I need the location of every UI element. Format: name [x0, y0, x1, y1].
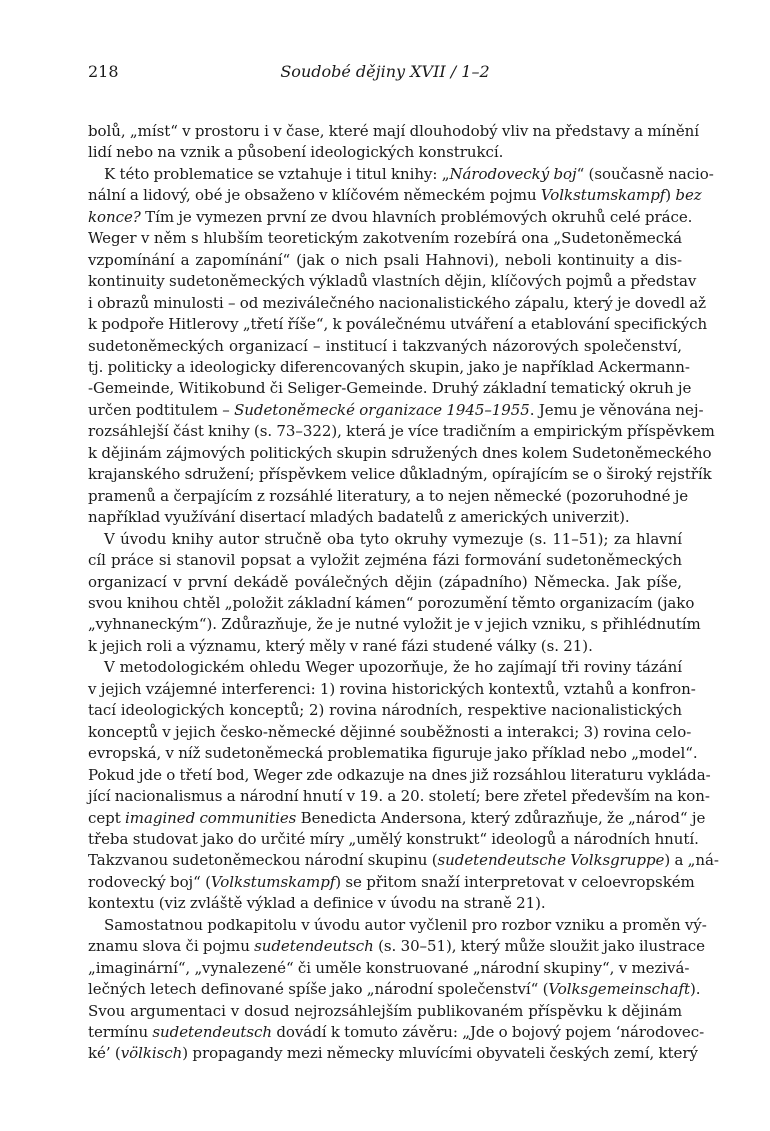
text-run: Takzvanou sudetoněmeckou národní skupinu (: [88, 851, 438, 870]
paragraph: [88, 121, 700, 164]
text-run: . Jemu je věnována nej-: [529, 400, 704, 419]
text-run: ké’ (: [88, 1044, 121, 1063]
text-run: V metodologickém ohledu Weger upozorňuje, že ho zajímají tři roviny tázání: [104, 658, 682, 677]
text-run: i obrazů minulosti – od meziválečného nacionalistického zápalu, který je dovedl až: [88, 293, 707, 312]
text-run: sudetoněmeckých organizací – institucí i takzvaných názorových společenství,: [88, 336, 682, 355]
text-run: ) se přitom snaží interpretovat v celoevropském: [335, 872, 695, 891]
text-run: nální a lidový, obé je obsaženo v klíčovém německém pojmu: [88, 186, 541, 205]
text-line: [88, 164, 714, 185]
text-line: [88, 207, 693, 228]
text-line: [88, 185, 702, 206]
running-head: Soudobé dějiny XVII / 1–2: [280, 62, 490, 81]
text-run: určen podtitulem –: [88, 400, 235, 419]
text-line: [88, 700, 682, 721]
paragraph: [88, 657, 719, 914]
italic-text: sudetendeutsch: [254, 937, 374, 956]
text-run: termínu: [88, 1023, 153, 1042]
text-run: V úvodu knihy autor stručně oba tyto okruhy vymezuje (s. 11–51); za hlavní: [104, 529, 682, 548]
text-line: [88, 572, 682, 593]
text-run: „vyhnaneckým“). Zdůrazňuje, že je nutné vyložit je v jejich vzniku, s přihlédnutím: [88, 615, 701, 634]
text-run: cept: [88, 808, 126, 827]
text-line: [88, 421, 715, 442]
text-line: [88, 958, 690, 979]
text-line: [88, 786, 710, 807]
italic-text: konce?: [88, 207, 141, 226]
text-run: ).: [689, 980, 701, 999]
text-run: v jejich vzájemné interferenci: 1) rovina historických kontextů, vztahů a konfron-: [88, 679, 696, 698]
text-line: [88, 250, 682, 271]
text-line: [88, 829, 699, 850]
text-line: [88, 657, 682, 678]
text-line: [88, 550, 682, 571]
text-run: jící nacionalismus a národní hnutí v 19. a 20. století; bere zřetel především na kon-: [88, 787, 710, 806]
text-run: rozsáhlejší část knihy (s. 73–322), která je více tradičním a empirickým příspěvkem: [88, 422, 715, 441]
text-run: pramenů a čerpajícím z rozsáhlé literatury, a to nejen německé (pozoruhodné je: [88, 486, 689, 505]
text-line: [88, 314, 708, 335]
italic-text: Volkstumskampf: [540, 186, 666, 205]
paragraph: [88, 915, 707, 1065]
text-run: třeba studovat jako do určité míry „umělý konstrukt“ ideologů a národních hnutí.: [88, 829, 699, 848]
text-run: k podpoře Hitlerovy „třetí říše“, k poválečnému utváření a etablování specifických: [88, 315, 708, 334]
italic-text: sudetendeutsche Volksgruppe: [437, 851, 665, 870]
text-line: [88, 400, 704, 421]
text-line: [88, 808, 706, 829]
text-run: “ (současně nacio-: [576, 164, 714, 183]
text-line: [88, 915, 707, 936]
text-run: lidí nebo na vznik a působení ideologických konstrukcí.: [88, 143, 504, 162]
text-run: svou knihou chtěl „položit základní kámen“ porozumění těmto organizacím (jako: [88, 593, 695, 612]
text-line: [88, 765, 711, 786]
text-run: cíl práce si stanovil popsat a vyložit zejména fázi formování sudetoněmeckých: [88, 551, 682, 570]
text-run: ): [665, 186, 676, 205]
text-run: kontinuity sudetoněmeckých výkladů vlastních dějin, klíčových pojmů a představ: [88, 272, 697, 291]
text-line: [88, 636, 682, 657]
paragraph: [88, 164, 715, 529]
text-run: „imaginární“, „vynalezené“ či uměle konstruované „národní skupiny“, v mezivá-: [88, 958, 690, 977]
text-run: evropská, v níž sudetoněmecká problematika figuruje jako příklad nebo „model“.: [88, 744, 698, 763]
text-line: [88, 614, 701, 635]
text-line: [88, 336, 682, 357]
text-line: [88, 378, 692, 399]
text-line: [88, 1022, 705, 1043]
text-line: [88, 121, 700, 142]
text-line: [88, 872, 695, 893]
italic-text: Volksgemeinschaft: [548, 980, 690, 999]
text-run: znamu slova či pojmu: [88, 937, 255, 956]
text-run: organizací v první dekádě poválečných dějin (západního) Německa. Jak píše,: [88, 572, 682, 591]
text-run: ) a „ná-: [664, 851, 719, 870]
page-number: 218: [88, 62, 119, 81]
text-run: k jejich roli a významu, který měly v rané fázi studené války (s. 21).: [88, 636, 593, 655]
text-run: Pokud jde o třetí bod, Weger zde odkazuje na dnes již rozsáhlou literaturu vykláda-: [88, 765, 711, 784]
text-run: konceptů v jejich česko-německé dějinné souběžnosti a interakci; 3) rovina celo-: [88, 722, 692, 741]
text-run: ) propagandy mezi německy mluvícími obyvateli českých zemí, který: [182, 1044, 698, 1063]
text-run: k dějinám zájmových politických skupin sdružených dnes kolem Sudetoněmeckého: [88, 443, 712, 462]
text-line: [88, 464, 712, 485]
text-run: -Gemeinde, Witikobund či Seliger-Gemeinde. Druhý základní tematický okruh je: [88, 379, 692, 398]
text-line: [88, 228, 682, 249]
text-run: dovádí k tomuto závěru: „Jde o bojový pojem ‘národovec-: [272, 1023, 705, 1042]
italic-text: Volkstumskampf: [210, 872, 336, 891]
text-line: [88, 293, 707, 314]
text-line: [88, 1001, 682, 1022]
italic-text: bez: [675, 186, 702, 205]
text-run: vzpomínání a zapomínání“ (jak o nich psali Hahnovi), neboli kontinuity a dis-: [88, 250, 682, 269]
text-line: [88, 593, 695, 614]
text-run: bolů, „míst“ v prostoru i v čase, které mají dlouhodobý vliv na představy a mínění: [88, 122, 700, 140]
text-line: [88, 893, 682, 914]
text-line: [88, 271, 697, 292]
text-line: [88, 743, 698, 764]
text-line: [88, 357, 690, 378]
text-run: K této problematice se vztahuje i titul knihy: „: [104, 164, 450, 183]
text-run: Samostatnou podkapitolu v úvodu autor vyčlenil pro rozbor vzniku a proměn vý-: [104, 915, 707, 934]
text-run: krajanského sdružení; příspěvkem velice důkladným, opírajícím se o široký rejstřík: [88, 465, 712, 484]
italic-text: sudetendeutsch: [152, 1023, 273, 1042]
text-run: rodovecký boj“ (: [88, 872, 211, 891]
text-run: Svou argumentaci v dosud nejrozsáhlejším publikovaném příspěvku k dějinám: [88, 1001, 682, 1020]
text-run: kontextu (viz zvláště výklad a definice v úvodu na straně 21).: [88, 894, 546, 913]
text-line: [88, 936, 705, 957]
text-line: [88, 486, 689, 507]
italic-text: völkisch: [120, 1044, 183, 1063]
text-line: [88, 507, 682, 528]
italic-text: Národovecký boj: [449, 164, 577, 183]
text-run: Benedicta Andersona, který zdůrazňuje, že „národ“ je: [296, 808, 706, 827]
italic-text: imagined communities: [125, 808, 297, 827]
text-line: [88, 1043, 698, 1064]
text-run: (s. 30–51), který může sloužit jako ilustrace: [373, 937, 705, 956]
body-text: [88, 121, 719, 1065]
text-line: [88, 529, 682, 550]
text-line: [88, 443, 712, 464]
text-line: [88, 679, 696, 700]
text-line: [88, 142, 682, 163]
text-line: [88, 850, 719, 871]
paragraph: [88, 529, 701, 658]
text-run: Tím je vymezen první ze dvou hlavních problémových okruhů celé práce.: [140, 207, 693, 226]
text-run: například využívání disertací mladých badatelů z amerických univerzit).: [88, 508, 630, 527]
text-run: lečných letech definované spíše jako „národní společenství“ (: [88, 980, 549, 999]
text-run: tací ideologických konceptů; 2) rovina národních, respektive nacionalistických: [88, 701, 682, 720]
italic-text: Sudetoněmecké organizace 1945–1955: [234, 400, 530, 419]
text-line: [88, 979, 701, 1000]
text-run: tj. politicky a ideologicky diferencovaných skupin, jako je například Ackermann-: [88, 357, 690, 376]
text-line: [88, 722, 692, 743]
page-header: [88, 60, 682, 84]
text-run: Weger v něm s hlubším teoretickým zakotvením rozebírá ona „Sudetoněmecká: [88, 229, 682, 248]
